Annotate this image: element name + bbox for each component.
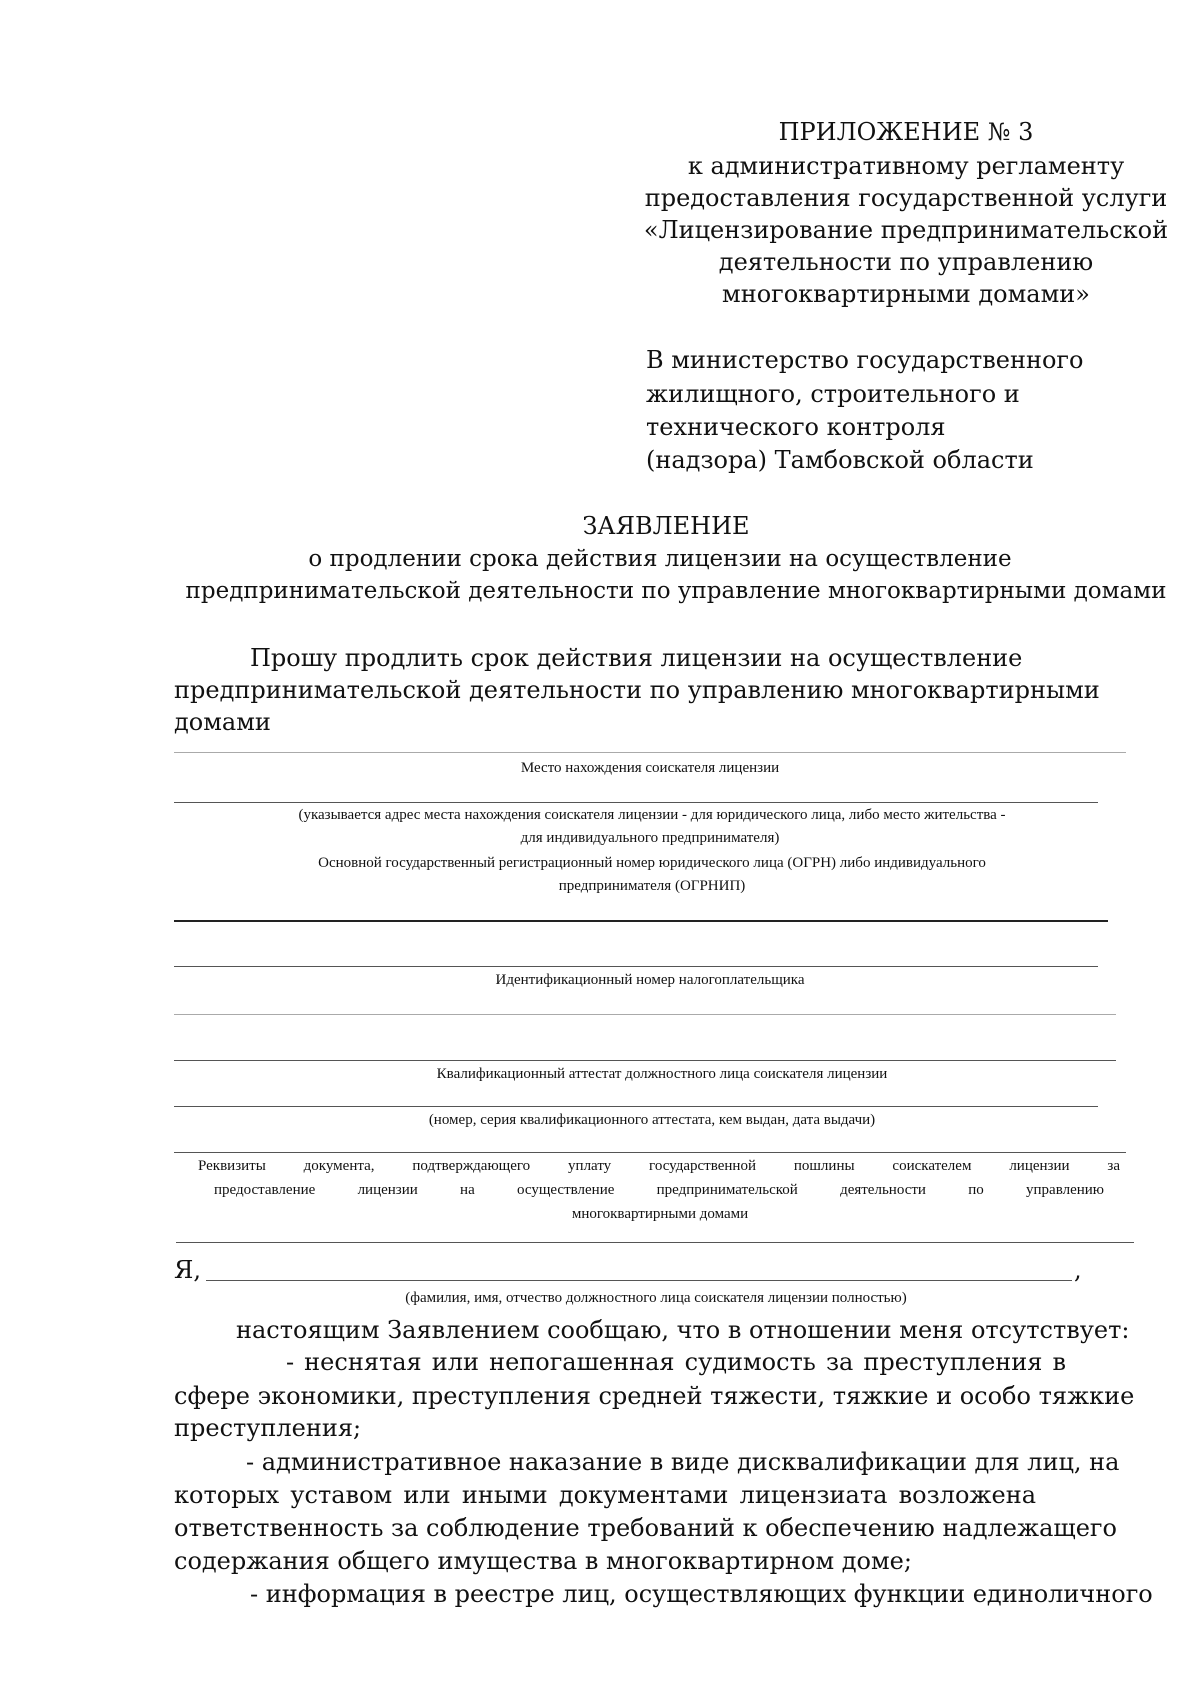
appendix-title: ПРИЛОЖЕНИЕ № 3 <box>778 118 1034 146</box>
fio-field-line[interactable] <box>206 1280 1072 1281</box>
declaration-comma: , <box>1074 1256 1082 1284</box>
appendix-line-1: к административному регламенту <box>687 152 1125 180</box>
inn-field-line[interactable] <box>174 966 1098 967</box>
request-line-3: домами <box>174 708 271 736</box>
inn-caption: Идентификационный номер налогоплательщика <box>495 972 805 988</box>
appendix-line-5: многоквартирными домами» <box>722 280 1090 308</box>
declaration-intro: настоящим Заявлением сообщаю, что в отношении меня отсутствует: <box>236 1316 1130 1344</box>
location-field-line[interactable] <box>174 752 1126 753</box>
fio-hint: (фамилия, имя, отчество должностного лица соискателя лицензии полностью) <box>405 1290 907 1306</box>
ogrn-caption-2: предпринимателя (ОГРНИП) <box>558 878 746 894</box>
appendix-line-3: «Лицензирование предпринимательской <box>643 216 1169 244</box>
declaration-ya: Я, <box>174 1256 202 1284</box>
address-hint-2: для индивидуального предпринимателя) <box>520 830 780 846</box>
statement-subtitle-1: о продлении срока действия лицензии на осуществление <box>308 546 1012 572</box>
attestat-details-line[interactable] <box>174 1106 1098 1107</box>
item2-line-4: содержания общего имущества в многоквартирном доме; <box>174 1547 912 1575</box>
attestat-caption: Квалификационный аттестат должностного лица соискателя лицензии <box>436 1066 888 1082</box>
request-line-1: Прошу продлить срок действия лицензии на осуществление <box>250 644 1023 672</box>
item2-line-3: ответственность за соблюдение требований к обеспечению надлежащего <box>174 1514 1117 1542</box>
ogrn-caption-1: Основной государственный регистрационный номер юридического лица (ОГРН) либо индивидуального <box>318 855 986 871</box>
inn-value-line[interactable] <box>174 1014 1116 1015</box>
item1-line-1: - неснятая или непогашенная судимость за преступления в <box>286 1348 1066 1376</box>
payment-caption-2: предоставление лицензии на осуществление предпринимательской деятельности по управлению <box>214 1182 1104 1198</box>
addressee-line-3: технического контроля <box>646 413 946 441</box>
addressee-line-2: жилищного, строительного и <box>646 380 1020 408</box>
item2-line-2: которых уставом или иными документами лицензиата возложена <box>174 1481 1036 1509</box>
appendix-line-2: предоставления государственной услуги <box>644 184 1168 212</box>
item3-line-1: - информация в реестре лиц, осуществляющих функции единоличного <box>250 1580 1153 1608</box>
address-field-line[interactable] <box>174 802 1098 803</box>
location-caption: Место нахождения соискателя лицензии <box>520 760 780 776</box>
item1-line-2: сфере экономики, преступления средней тяжести, тяжкие и особо тяжкие <box>174 1382 1135 1410</box>
payment-caption-3: многоквартирными домами <box>571 1206 749 1222</box>
payment-caption-1: Реквизиты документа, подтверждающего уплату государственной пошлины соискателем лицензии за <box>198 1158 1120 1174</box>
item2-line-1: - административное наказание в виде дисквалификации для лиц, на <box>246 1448 1120 1476</box>
item1-line-3: преступления; <box>174 1414 362 1442</box>
appendix-line-4: деятельности по управлению <box>718 248 1094 276</box>
payment-field-line[interactable] <box>174 1152 1126 1153</box>
attestat-field-line[interactable] <box>174 1060 1116 1061</box>
address-hint-1: (указывается адрес места нахождения соискателя лицензии - для юридического лица, либо место жительства - <box>298 807 1006 823</box>
statement-subtitle-2: предпринимательской деятельности по управление многоквартирными домами <box>185 578 1167 604</box>
statement-title: ЗАЯВЛЕНИЕ <box>582 512 750 540</box>
addressee-line-4: (надзора) Тамбовской области <box>646 446 1034 474</box>
addressee-line-1: В министерство государственного <box>646 346 1084 374</box>
ogrn-field-line[interactable] <box>174 920 1108 922</box>
attestat-hint: (номер, серия квалификационного аттестата, кем выдан, дата выдачи) <box>428 1112 876 1128</box>
payment-value-line[interactable] <box>176 1242 1134 1243</box>
request-line-2: предпринимательской деятельности по управлению многоквартирными <box>174 676 1100 704</box>
